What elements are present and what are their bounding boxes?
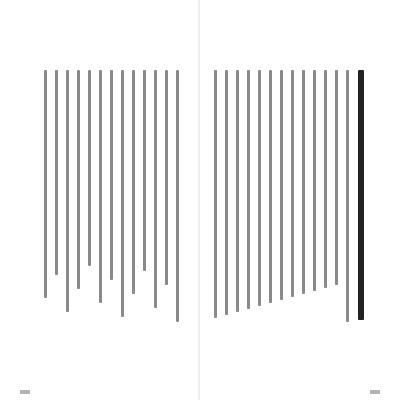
text-column [176,70,179,322]
text-column [121,70,124,317]
text-column [291,70,294,297]
text-column [55,70,58,275]
page-number [370,390,380,394]
text-column [66,70,69,312]
section-heading [358,70,364,320]
text-column [154,70,157,308]
text-column [110,70,113,280]
text-column [269,70,272,303]
text-column [313,70,316,291]
text-column [236,70,239,312]
text-column [143,70,146,271]
text-column [346,70,349,322]
text-column [225,70,228,315]
text-column [77,70,80,289]
text-column [132,70,135,294]
text-column [88,70,91,266]
text-column [280,70,283,300]
text-column [99,70,102,303]
text-column [302,70,305,294]
page-number [20,390,30,394]
text-column [247,70,250,309]
text-column [258,70,261,306]
text-column [165,70,168,285]
text-column [44,70,47,298]
right-page [200,0,400,400]
text-column [214,70,217,318]
text-column [335,70,338,285]
text-column [324,70,327,288]
